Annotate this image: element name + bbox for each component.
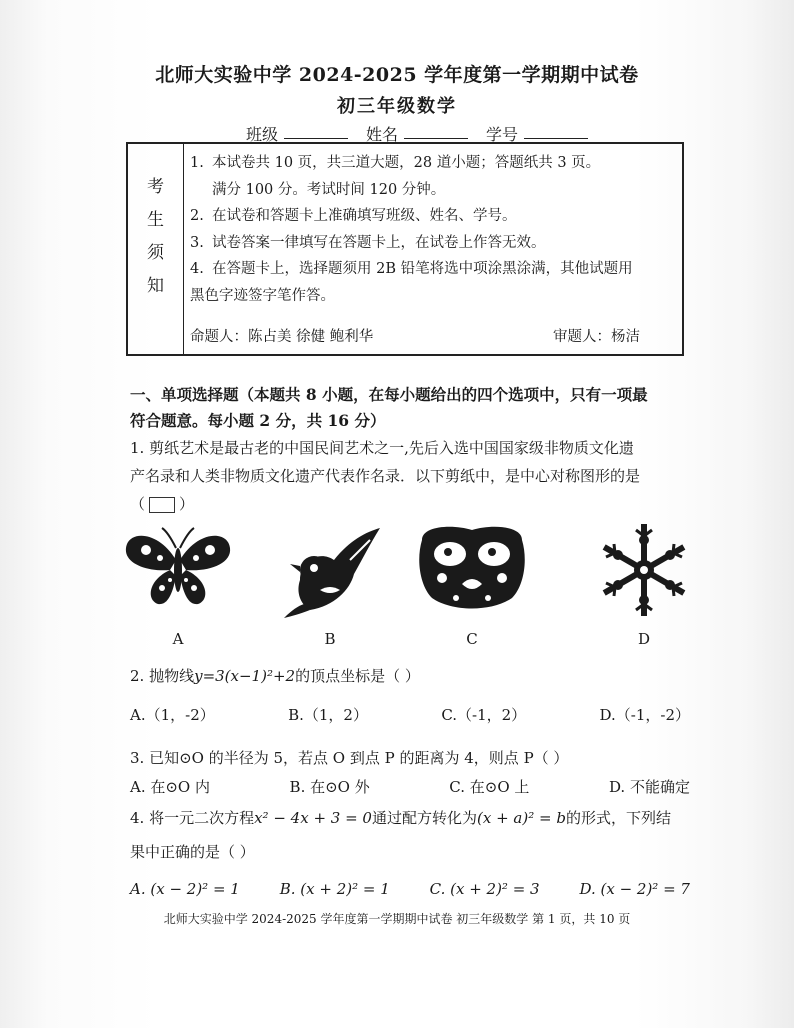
notice-item	[190, 177, 674, 204]
option-c-image[interactable]	[412, 520, 532, 648]
notice-item-number: 1.	[190, 155, 204, 171]
papercut-images	[118, 520, 708, 660]
swallow-papercut-icon	[270, 520, 390, 620]
question-4	[130, 804, 690, 866]
notice-item	[190, 256, 674, 283]
option-b-image[interactable]	[270, 520, 390, 648]
question-4-line: 果中正确的是（ ）	[130, 843, 255, 861]
question-3-text: 3. 已知⊙O 的半径为 5，若点 O 到点 P 的距离为 4，则点 P（ ）	[130, 749, 569, 767]
notice-item-number: 3.	[190, 234, 204, 251]
notice-item-text: 在试卷和答题卡上准确填写班级、姓名、学号。	[212, 208, 517, 224]
notice-item-number: 4.	[190, 261, 204, 277]
notice-item-text: 在答题卡上，选择题须用 2B 铅笔将选中项涂黑涂满，其他试题用	[212, 261, 633, 277]
option-c[interactable]: C.（-1，2）	[441, 706, 527, 724]
section-heading-line: 一、单项选择题（本题共 8 小题，在每小题给出的四个选项中，只有一项最	[130, 385, 648, 404]
notice-item-text: 满分 100 分。考试时间 120 分钟。	[212, 181, 446, 198]
question-4-mid: 通过配方转化为	[371, 809, 477, 827]
notice-item	[190, 230, 674, 257]
butterfly-papercut-icon	[118, 520, 238, 620]
option-d[interactable]: D. (x − 2)² = 7	[579, 880, 690, 898]
option-b-label: B	[324, 630, 336, 648]
option-a[interactable]: A.（1，-2）	[130, 706, 215, 724]
paren-open: （	[130, 495, 146, 513]
notice-label-char: 须	[147, 243, 164, 263]
question-2-prefix: 2. 抛物线	[130, 667, 195, 685]
exam-subtitle: 初三年级数学	[337, 96, 457, 117]
option-a-image[interactable]	[118, 520, 238, 648]
question-2-suffix: 的顶点坐标是（ ）	[295, 667, 420, 685]
parabola-equation: y=3(x−1)²+2	[194, 667, 296, 685]
notice-item	[190, 150, 674, 177]
exam-title: 北师大实验中学 2024-2025 学年度第一学期期中试卷	[155, 64, 639, 86]
paren-close: ）	[179, 495, 195, 513]
question-1	[130, 434, 690, 518]
completed-square-form: (x + a)² = b	[477, 809, 566, 827]
question-3	[130, 744, 690, 772]
option-c-label: C	[466, 630, 478, 648]
reviewer: 审题人：杨洁	[553, 328, 640, 345]
question-4-suffix: 的形式，下列结	[565, 809, 671, 827]
question-4-line	[130, 804, 690, 832]
question-setters: 命题人：陈占美 徐健 鲍利华	[190, 328, 374, 345]
option-b[interactable]: B.（1，2）	[288, 706, 368, 724]
option-d[interactable]: D. 不能确定	[608, 778, 690, 796]
option-a-label: A	[172, 630, 184, 648]
question-2	[130, 662, 690, 690]
option-d[interactable]: D.（-1，-2）	[599, 706, 690, 724]
exam-notice-box	[126, 142, 684, 356]
class-blank[interactable]	[284, 122, 348, 139]
id-label: 学号	[486, 125, 519, 144]
snowflake-papercut-icon	[584, 520, 704, 620]
question-2-options	[130, 704, 690, 725]
fish-papercut-icon	[412, 520, 532, 620]
question-3-options	[130, 776, 690, 797]
notice-item-text: 试卷答案一律填写在答题卡上，在试卷上作答无效。	[212, 234, 546, 251]
question-4-options	[130, 880, 690, 898]
authors-line	[190, 324, 640, 351]
notice-item-number: 2.	[190, 208, 204, 224]
option-a[interactable]: A. (x − 2)² = 1	[130, 880, 240, 898]
notice-label-char: 考	[147, 177, 164, 197]
option-d-label: D	[637, 630, 651, 648]
name-blank[interactable]	[404, 122, 468, 139]
notice-label	[128, 144, 184, 354]
question-1-line: 1. 剪纸艺术是最古老的中国民间艺术之一,先后入选中国国家级非物质文化遗	[130, 439, 634, 457]
option-b[interactable]: B. (x + 2)² = 1	[279, 880, 390, 898]
name-label: 姓名	[366, 125, 399, 144]
section-heading-line: 符合题意。每小题 2 分，共 16 分）	[130, 411, 386, 430]
notice-label-char: 生	[147, 210, 164, 230]
notice-item	[190, 283, 674, 310]
notice-body	[184, 144, 682, 354]
quadratic-equation: x² − 4x + 3 = 0	[254, 809, 372, 827]
notice-item	[190, 203, 674, 230]
page-footer: 北师大实验中学 2024-2025 学年度第一学期期中试卷 初三年级数学 第 1 页，共 10 页	[163, 912, 631, 926]
option-c[interactable]: C. (x + 2)² = 3	[429, 880, 540, 898]
question-4-prefix: 4. 将一元二次方程	[130, 809, 255, 827]
question-1-line: 产名录和人类非物质文化遗产代表作名录．以下剪纸中，是中心对称图形的是	[130, 467, 641, 485]
notice-item-text: 黑色字迹签字笔作答。	[190, 287, 335, 304]
option-a[interactable]: A. 在⊙O 内	[130, 778, 211, 796]
question-1-answer-line	[130, 490, 690, 518]
id-blank[interactable]	[524, 122, 588, 139]
option-d-image[interactable]	[584, 520, 704, 648]
section-heading	[130, 382, 690, 434]
notice-item-text: 本试卷共 10 页，共三道大题，28 道小题；答题纸共 3 页。	[212, 155, 601, 171]
option-c[interactable]: C. 在⊙O 上	[449, 778, 530, 796]
class-label: 班级	[246, 125, 279, 144]
notice-label-char: 知	[147, 276, 164, 296]
answer-box[interactable]	[149, 497, 175, 513]
option-b[interactable]: B. 在⊙O 外	[289, 778, 370, 796]
